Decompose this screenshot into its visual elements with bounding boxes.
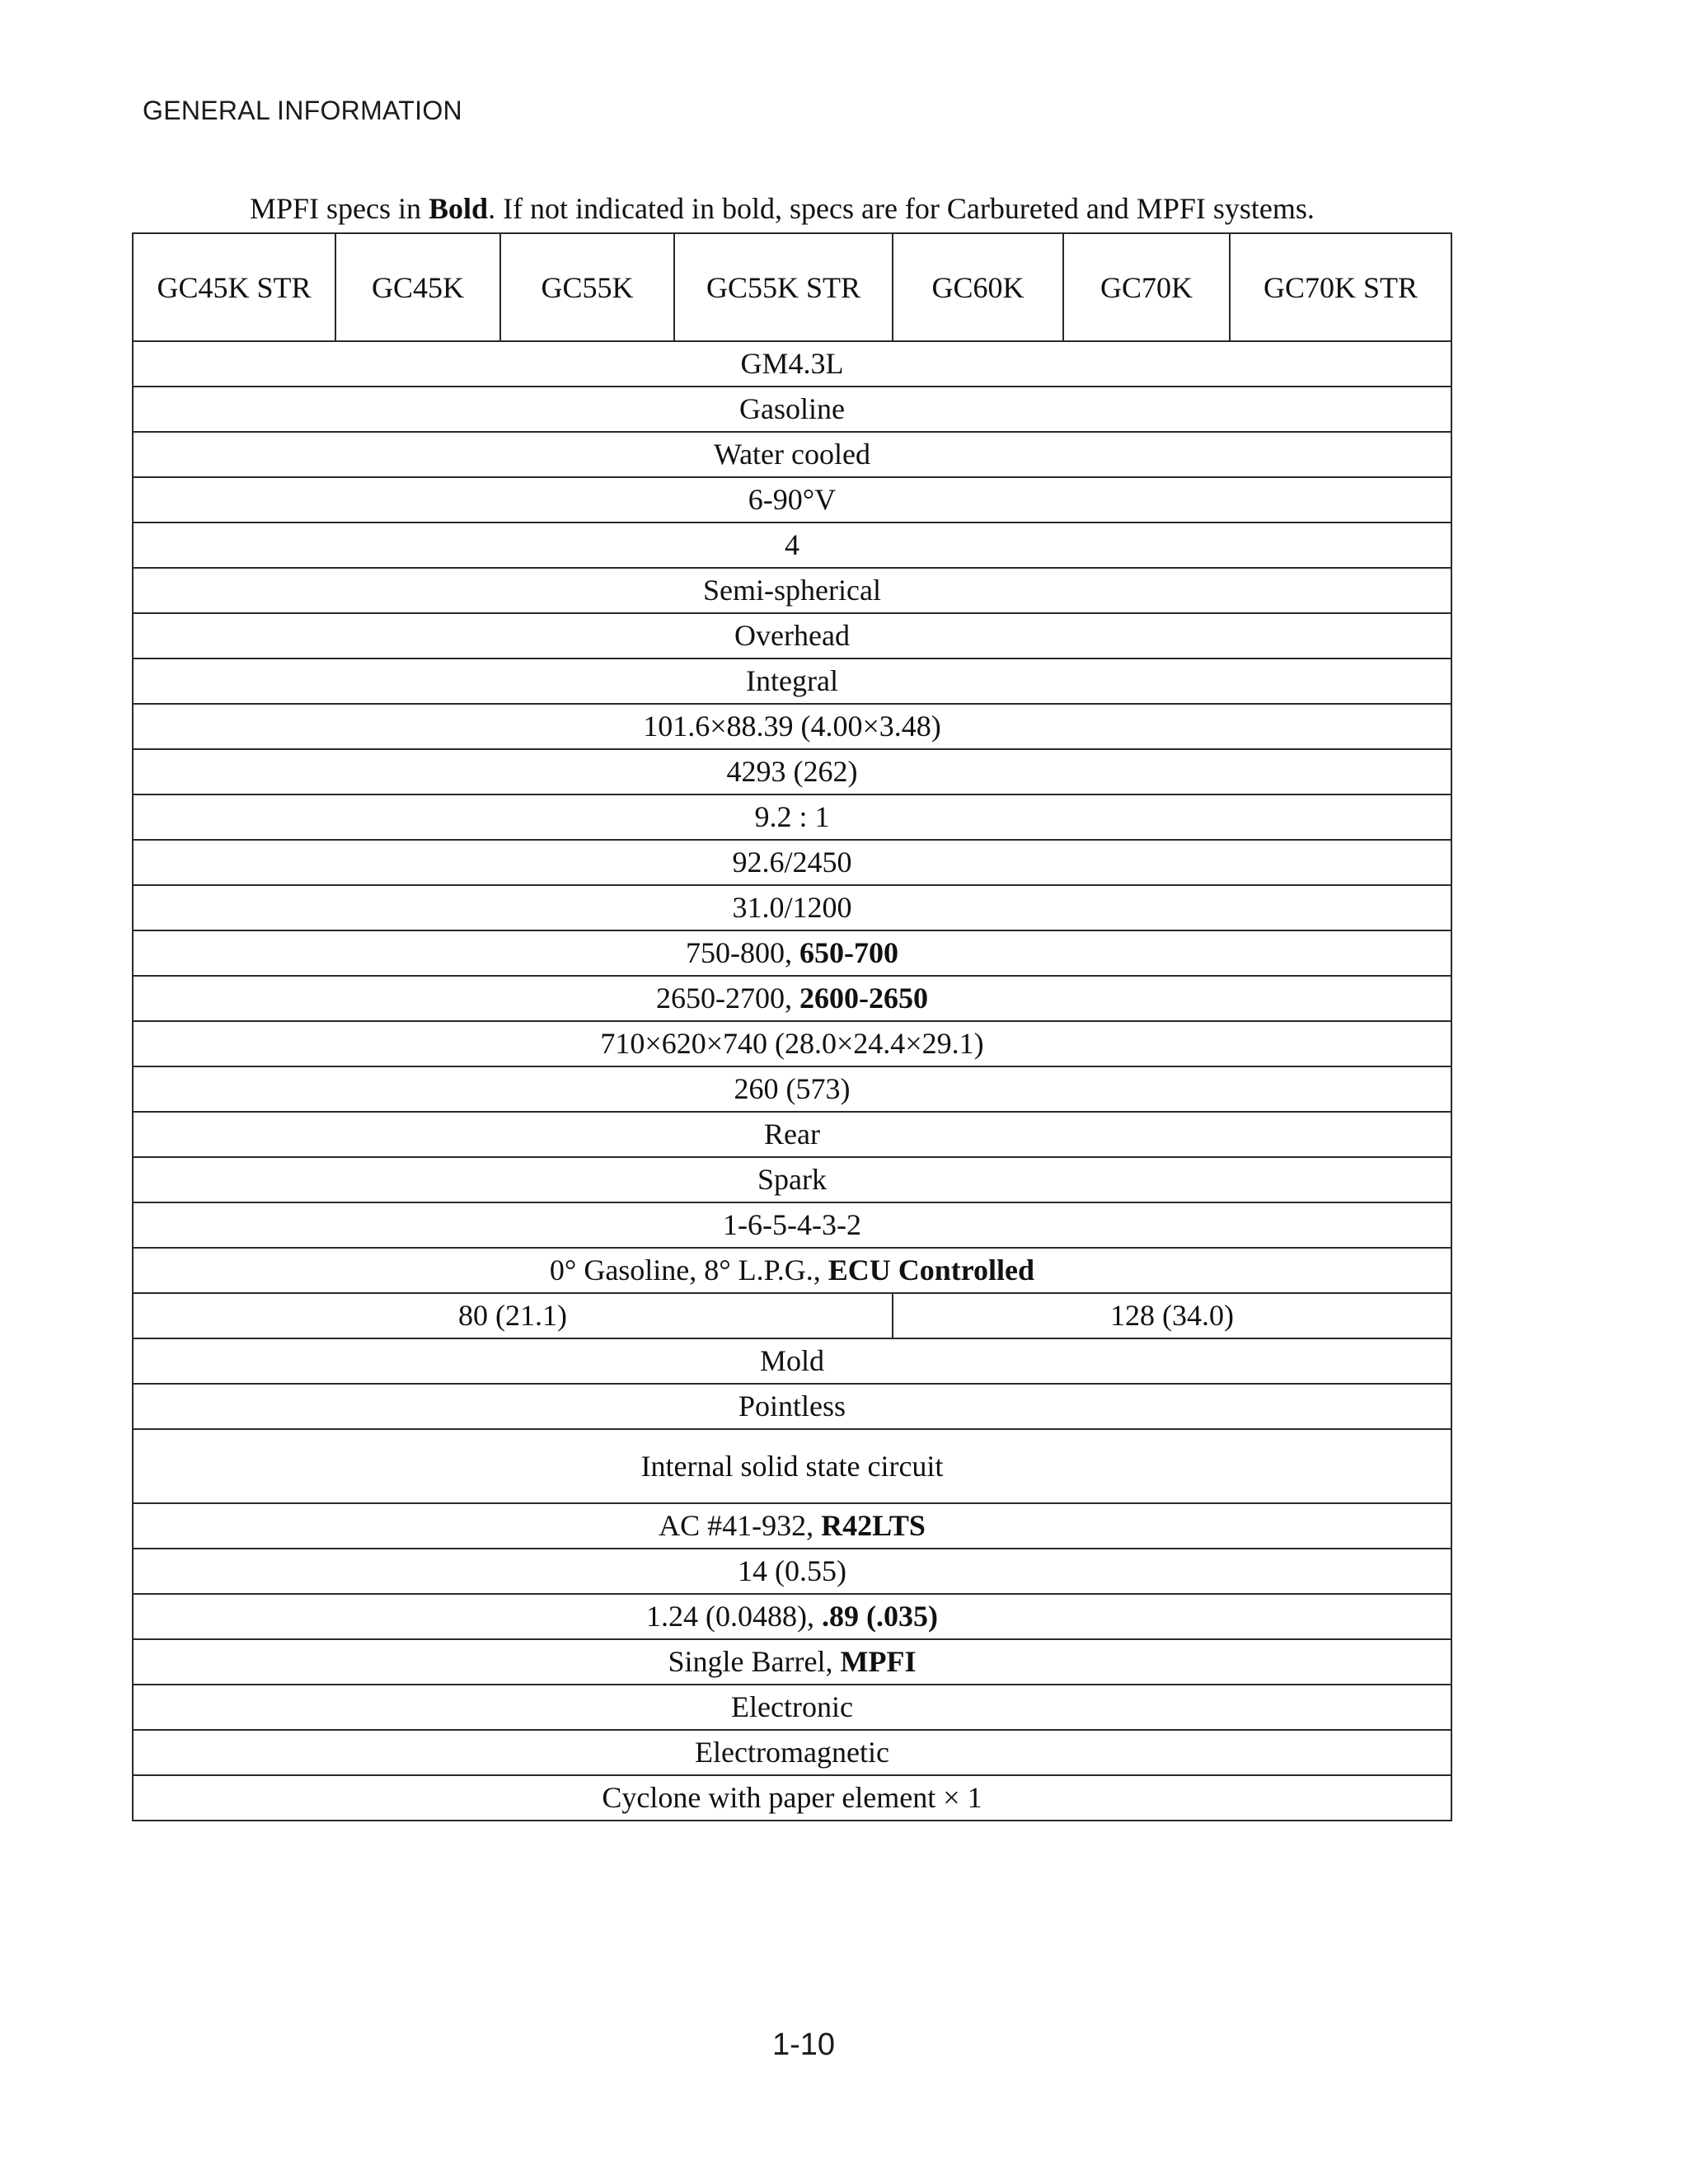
- model-cell: GC70K STR: [1230, 233, 1451, 341]
- displacement-cell: 4293 (262): [133, 749, 1451, 794]
- distributor-type-cell: Mold: [133, 1338, 1451, 1384]
- governor-cell: Electronic: [133, 1685, 1451, 1730]
- governed-speed-cell: [133, 976, 1451, 1021]
- compression-ratio-cell: 9.2 : 1: [133, 794, 1451, 840]
- ignition-timing-mpfi: ECU Controlled: [828, 1254, 1035, 1286]
- rotation-cell: Rear: [133, 1112, 1451, 1157]
- ignition-timing-cell: [133, 1248, 1451, 1293]
- dimensions-cell: 710×620×740 (28.0×24.4×29.1): [133, 1021, 1451, 1066]
- advance-cell: Internal solid state circuit: [133, 1429, 1451, 1503]
- page-number: 1-10: [771, 2027, 836, 2062]
- fuel-cell: Gasoline: [133, 387, 1451, 432]
- idle-speed-cell: [133, 930, 1451, 976]
- model-cell: GC55K: [500, 233, 674, 341]
- model-cell: GC70K: [1063, 233, 1230, 341]
- engine-cell: GM4.3L: [133, 341, 1451, 387]
- rated-output-cell: 92.6/2450: [133, 840, 1451, 885]
- plug-gap-mpfi: .89 (.035): [822, 1600, 938, 1633]
- combustion-chamber-cell: Semi-spherical: [133, 568, 1451, 613]
- idle-speed-mpfi: 650-700: [799, 936, 898, 969]
- note-bold-word: Bold: [429, 192, 489, 225]
- cycle-cell: 4: [133, 523, 1451, 568]
- model-cell: GC45K STR: [133, 233, 335, 341]
- split-left-cell: 80 (21.1): [133, 1293, 893, 1338]
- model-cell: GC55K STR: [674, 233, 893, 341]
- split-row: [133, 1293, 1451, 1338]
- max-torque-cell: 31.0/1200: [133, 885, 1451, 930]
- plug-gap-normal: 1.24 (0.0488),: [646, 1600, 822, 1633]
- plug-thread-cell: 14 (0.55): [133, 1549, 1451, 1594]
- idle-speed-normal: 750-800,: [686, 936, 799, 969]
- page-header: GENERAL INFORMATION: [143, 96, 462, 125]
- governed-speed-normal: 2650-2700,: [656, 982, 799, 1015]
- cooling-cell: Water cooled: [133, 432, 1451, 477]
- note-prefix: MPFI specs in: [250, 192, 429, 225]
- note-suffix: . If not indicated in bold, specs are for Carbureted and MPFI systems.: [488, 192, 1315, 225]
- carburetor-mpfi: MPFI: [840, 1645, 917, 1678]
- fuel-pump-cell: Electromagnetic: [133, 1730, 1451, 1775]
- spark-plug-cell: [133, 1503, 1451, 1549]
- carburetor-normal: Single Barrel,: [668, 1645, 841, 1678]
- model-cell: GC45K: [335, 233, 500, 341]
- cylinders-cell: 6-90°V: [133, 477, 1451, 523]
- bore-stroke-cell: 101.6×88.39 (4.00×3.48): [133, 704, 1451, 749]
- valve-arrangement-cell: Overhead: [133, 613, 1451, 658]
- model-header-row: [133, 233, 1451, 341]
- weight-cell: 260 (573): [133, 1066, 1451, 1112]
- firing-order-cell: 1-6-5-4-3-2: [133, 1202, 1451, 1248]
- split-right-cell: 128 (34.0): [893, 1293, 1451, 1338]
- plug-gap-cell: [133, 1594, 1451, 1639]
- air-cleaner-cell: Cyclone with paper element × 1: [133, 1775, 1451, 1821]
- ignition-timing-normal: 0° Gasoline, 8° L.P.G.,: [549, 1254, 828, 1286]
- model-cell: GC60K: [893, 233, 1063, 341]
- contact-point-cell: Pointless: [133, 1384, 1451, 1429]
- carburetor-cell: [133, 1639, 1451, 1685]
- ignition-cell: Spark: [133, 1157, 1451, 1202]
- spark-plug-mpfi: R42LTS: [821, 1509, 926, 1542]
- spark-plug-normal: AC #41-932,: [659, 1509, 822, 1542]
- spec-table: [132, 232, 1452, 1821]
- governed-speed-mpfi: 2600-2650: [799, 982, 928, 1015]
- bold-note: [250, 191, 1315, 226]
- block-cell: Integral: [133, 658, 1451, 704]
